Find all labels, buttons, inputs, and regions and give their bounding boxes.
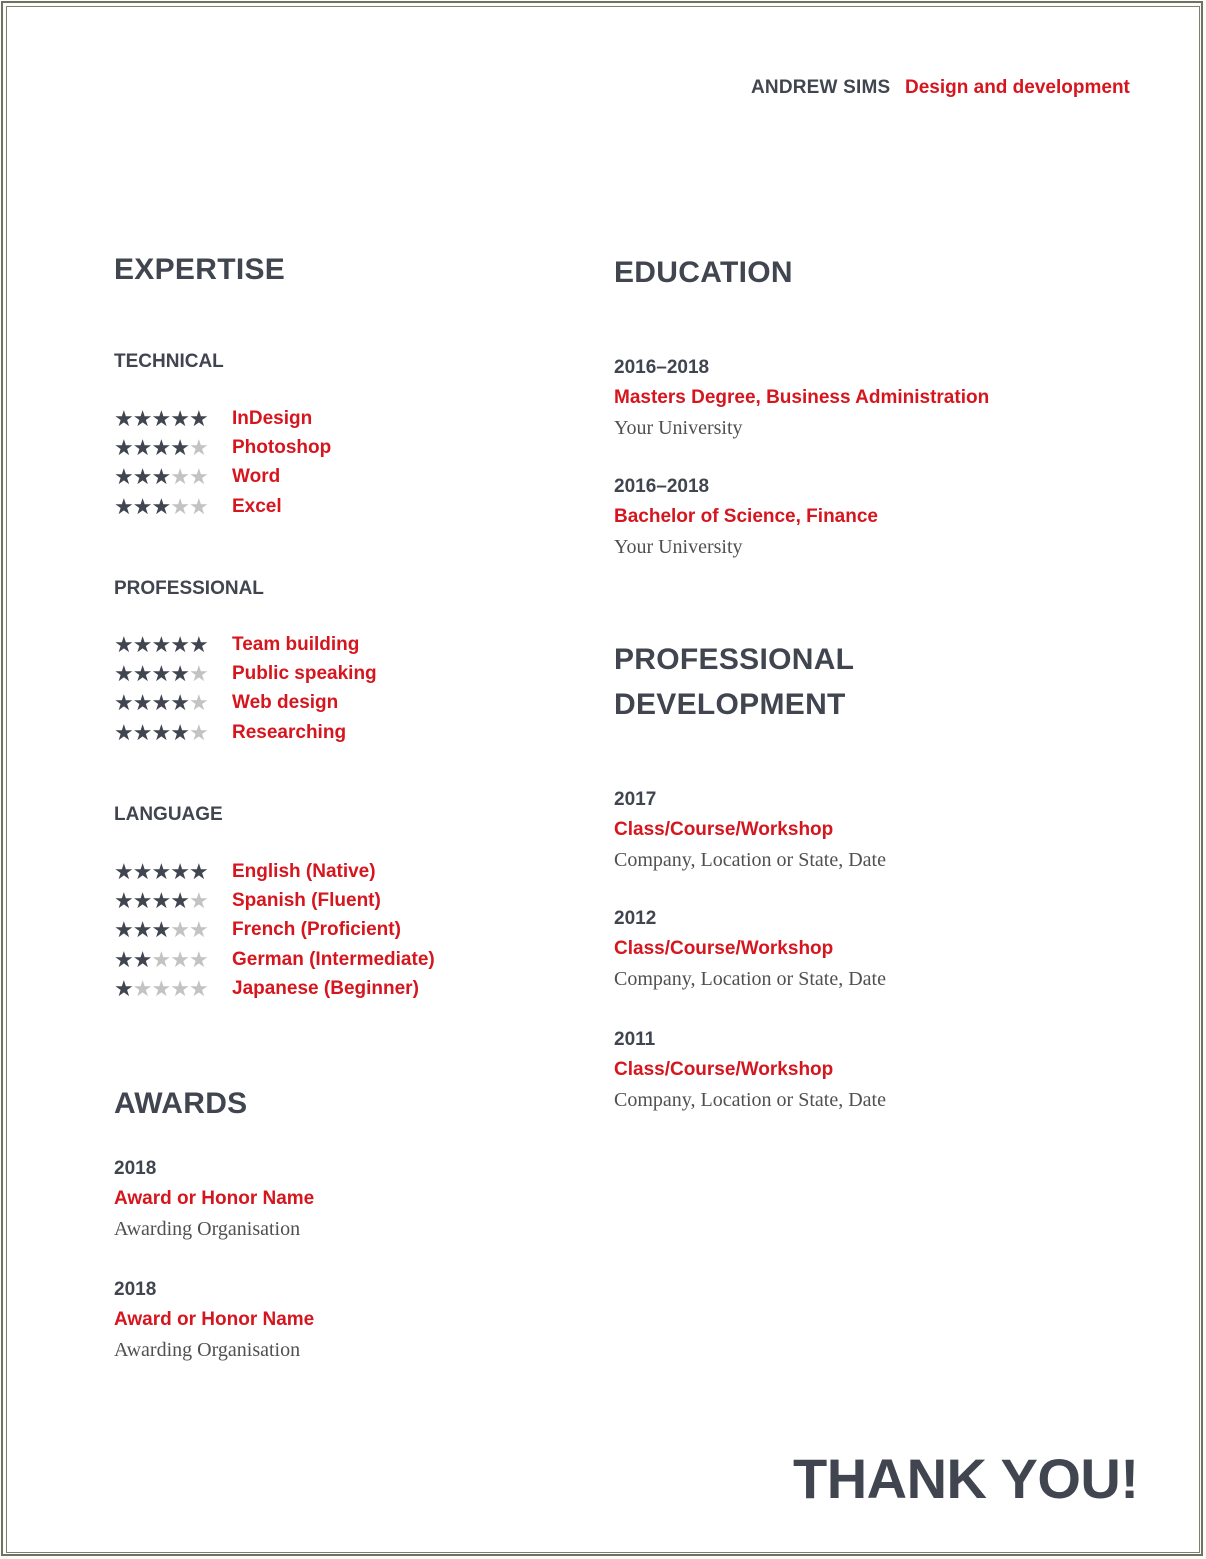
- star-filled-icon: ★: [151, 493, 171, 519]
- award-name: Award or Honor Name: [114, 1188, 315, 1209]
- star-filled-icon: ★: [114, 976, 133, 1002]
- star-empty-icon: ★: [132, 976, 152, 1002]
- star-rating: [114, 660, 232, 686]
- skill-row: [114, 718, 346, 747]
- skill-label: Photoshop: [232, 436, 332, 458]
- education-school: Your University: [614, 536, 743, 558]
- star-empty-icon: ★: [188, 887, 208, 913]
- star-rating: [114, 493, 232, 519]
- star-filled-icon: ★: [114, 493, 133, 519]
- star-filled-icon: ★: [151, 690, 171, 716]
- star-empty-icon: ★: [188, 493, 208, 519]
- star-filled-icon: ★: [132, 887, 152, 913]
- skill-row: [114, 433, 331, 462]
- star-filled-icon: ★: [151, 464, 171, 490]
- star-filled-icon: ★: [114, 690, 133, 716]
- star-filled-icon: ★: [188, 405, 208, 431]
- course-year: 2012: [614, 908, 657, 929]
- star-empty-icon: ★: [188, 946, 208, 972]
- course-details: Company, Location or State, Date: [614, 968, 886, 990]
- star-filled-icon: ★: [151, 405, 171, 431]
- star-rating: [114, 887, 232, 913]
- star-filled-icon: ★: [132, 917, 152, 943]
- star-empty-icon: ★: [151, 946, 171, 972]
- skill-label: Researching: [232, 721, 347, 743]
- star-empty-icon: ★: [188, 917, 208, 943]
- expertise-heading: EXPERTISE: [114, 253, 286, 286]
- course-name: Class/Course/Workshop: [614, 1059, 834, 1080]
- star-filled-icon: ★: [132, 719, 152, 745]
- star-rating: [114, 978, 232, 1000]
- star-empty-icon: ★: [170, 464, 189, 490]
- star-filled-icon: ★: [151, 858, 171, 884]
- star-filled-icon: ★: [114, 464, 133, 490]
- skill-row: [114, 463, 280, 492]
- star-rating: [114, 946, 232, 972]
- skill-row: [114, 659, 377, 688]
- star-empty-icon: ★: [170, 946, 189, 972]
- star-filled-icon: ★: [132, 946, 152, 972]
- star-filled-icon: ★: [132, 858, 152, 884]
- star-filled-icon: ★: [170, 434, 189, 460]
- star-filled-icon: ★: [151, 434, 171, 460]
- skill-row: [114, 630, 359, 659]
- skill-label: German (Intermediate): [232, 948, 435, 970]
- skill-row: [114, 492, 282, 521]
- professional-development-heading-line2: DEVELOPMENT: [614, 688, 846, 721]
- award-name: Award or Honor Name: [114, 1309, 315, 1330]
- professional-subheading: PROFESSIONAL: [114, 578, 264, 599]
- skill-label: Team building: [232, 633, 360, 655]
- professional-development-heading-line1: PROFESSIONAL: [614, 643, 855, 676]
- star-empty-icon: ★: [188, 434, 208, 460]
- star-empty-icon: ★: [151, 976, 171, 1002]
- star-filled-icon: ★: [170, 690, 189, 716]
- skill-label: French (Proficient): [232, 919, 401, 941]
- skill-row: [114, 404, 312, 433]
- star-filled-icon: ★: [114, 631, 133, 657]
- star-filled-icon: ★: [188, 858, 208, 884]
- star-rating: [114, 405, 232, 431]
- star-filled-icon: ★: [151, 887, 171, 913]
- education-degree: Bachelor of Science, Finance: [614, 506, 878, 527]
- star-empty-icon: ★: [170, 917, 189, 943]
- skill-label: English (Native): [232, 860, 376, 882]
- star-filled-icon: ★: [170, 405, 189, 431]
- star-rating: [114, 466, 232, 488]
- star-rating: [114, 631, 232, 657]
- star-filled-icon: ★: [170, 719, 189, 745]
- skill-row: [114, 689, 338, 718]
- star-empty-icon: ★: [188, 976, 208, 1002]
- star-filled-icon: ★: [114, 405, 133, 431]
- skill-label: Public speaking: [232, 662, 377, 684]
- education-years: 2016–2018: [614, 476, 710, 497]
- skill-label: Word: [232, 466, 281, 488]
- award-year: 2018: [114, 1158, 157, 1179]
- skill-row: [114, 975, 419, 1004]
- star-filled-icon: ★: [114, 946, 133, 972]
- award-organisation: Awarding Organisation: [114, 1218, 301, 1240]
- star-filled-icon: ★: [114, 719, 133, 745]
- star-rating: [114, 692, 232, 714]
- star-empty-icon: ★: [170, 493, 189, 519]
- skill-label: Japanese (Beginner): [232, 978, 419, 1000]
- star-filled-icon: ★: [151, 719, 171, 745]
- star-filled-icon: ★: [114, 434, 133, 460]
- star-filled-icon: ★: [132, 690, 152, 716]
- course-details: Company, Location or State, Date: [614, 1089, 886, 1111]
- skill-label: Excel: [232, 495, 282, 517]
- star-filled-icon: ★: [114, 660, 133, 686]
- course-year: 2011: [614, 1029, 656, 1050]
- education-school: Your University: [614, 417, 743, 439]
- star-empty-icon: ★: [188, 690, 208, 716]
- star-filled-icon: ★: [170, 631, 189, 657]
- star-filled-icon: ★: [132, 464, 152, 490]
- header-name: ANDREW SIMS: [751, 77, 891, 98]
- skill-row: [114, 916, 401, 945]
- awards-heading: AWARDS: [114, 1087, 248, 1120]
- star-filled-icon: ★: [151, 660, 171, 686]
- star-empty-icon: ★: [170, 976, 189, 1002]
- star-rating: [114, 434, 232, 460]
- star-filled-icon: ★: [188, 631, 208, 657]
- star-empty-icon: ★: [188, 719, 208, 745]
- star-rating: [114, 858, 232, 884]
- star-filled-icon: ★: [151, 631, 171, 657]
- star-empty-icon: ★: [188, 660, 208, 686]
- education-years: 2016–2018: [614, 357, 710, 378]
- award-organisation: Awarding Organisation: [114, 1339, 301, 1361]
- star-filled-icon: ★: [132, 493, 152, 519]
- course-details: Company, Location or State, Date: [614, 849, 886, 871]
- skill-row: [114, 857, 376, 886]
- skill-row: [114, 945, 435, 974]
- star-empty-icon: ★: [188, 464, 208, 490]
- star-filled-icon: ★: [170, 660, 189, 686]
- header-role: Design and development: [905, 77, 1130, 98]
- star-rating: [114, 719, 232, 745]
- star-filled-icon: ★: [170, 858, 189, 884]
- technical-subheading: TECHNICAL: [114, 351, 224, 372]
- education-degree: Masters Degree, Business Administration: [614, 387, 990, 408]
- star-filled-icon: ★: [114, 858, 133, 884]
- award-year: 2018: [114, 1279, 157, 1300]
- skill-row: [114, 886, 381, 915]
- course-name: Class/Course/Workshop: [614, 938, 834, 959]
- star-filled-icon: ★: [132, 434, 152, 460]
- star-filled-icon: ★: [132, 631, 152, 657]
- education-heading: EDUCATION: [614, 256, 793, 289]
- star-filled-icon: ★: [114, 917, 133, 943]
- skill-label: Web design: [232, 692, 339, 714]
- skill-label: InDesign: [232, 407, 313, 429]
- course-year: 2017: [614, 789, 657, 810]
- star-filled-icon: ★: [132, 660, 152, 686]
- course-name: Class/Course/Workshop: [614, 819, 834, 840]
- star-rating: [114, 919, 232, 941]
- star-filled-icon: ★: [132, 405, 152, 431]
- thank-you-text: THANK YOU!: [793, 1447, 1139, 1510]
- language-subheading: LANGUAGE: [114, 804, 223, 825]
- star-filled-icon: ★: [151, 917, 171, 943]
- star-filled-icon: ★: [114, 887, 133, 913]
- skill-label: Spanish (Fluent): [232, 889, 381, 911]
- star-filled-icon: ★: [170, 887, 189, 913]
